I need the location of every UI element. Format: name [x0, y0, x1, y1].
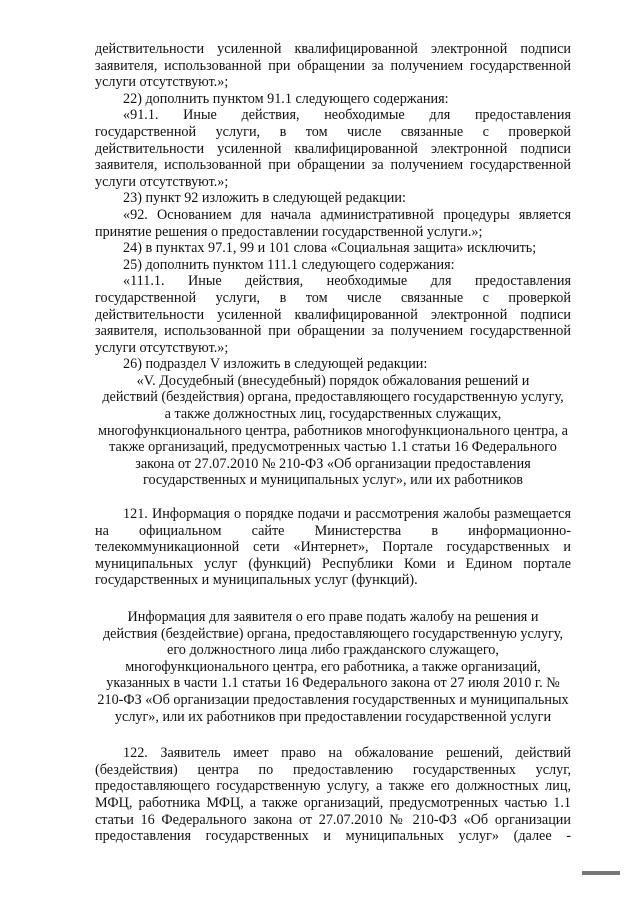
amendment-item-26: 26) подраздел V изложить в следующей редакции: — [123, 356, 428, 373]
heading-line: также организаций, предусмотренных частью 1.1 статьи 16 Федерального — [109, 439, 557, 456]
text-line: заявителя, использованной при обращении за получением государственной — [95, 157, 571, 174]
heading-line: действий (бездействия) органа, предоставляющего государственную услугу, — [102, 389, 564, 406]
subsection-heading-info — [95, 609, 571, 725]
text-line: государственной услуги, в том числе связанные с проверкой — [95, 289, 571, 306]
amendment-item-25: 25) дополнить пунктом 111.1 следующего содержания: — [123, 256, 455, 273]
heading-line: Информация для заявителя о его праве подать жалобу на решения и — [127, 609, 539, 625]
text-line: (бездействия) центра по предоставлению государственных услуг, — [95, 761, 571, 778]
text-line: услуги отсутствуют.»; — [95, 74, 229, 91]
text-line: заявителя, использованной при обращении за получением государственной — [95, 323, 571, 340]
text-line: действительности усиленной квалифицированной электронной подписи — [95, 41, 571, 57]
text-line: услуги отсутствуют.»; — [95, 173, 229, 190]
text-line: статьи 16 Федерального закона от 27.07.2010 № 210-ФЗ «Об организации — [95, 811, 571, 828]
heading-line: многофункционального центра, его работника, а также организаций, — [125, 658, 541, 675]
section-heading-v — [95, 373, 571, 489]
text-line: на официальном сайте Министерства в информационно- — [95, 522, 571, 539]
paragraph-121 — [95, 506, 571, 589]
amendment-item-22: 22) дополнить пунктом 91.1 следующего содержания: — [123, 90, 449, 107]
heading-line: «V. Досудебный (внесудебный) порядок обжалования решений и — [136, 372, 530, 389]
text-line: принятие решения о предоставлении государственной услуги.»; — [95, 223, 483, 240]
text-line: «92. Основанием для начала административной процедуры является — [123, 206, 571, 223]
text-line: «91.1. Иные действия, необходимые для предоставления — [123, 107, 571, 124]
text-line: МФЦ, работника МФЦ, а также организаций, предусмотренных частью 1.1 — [95, 794, 571, 811]
amendment-item-23: 23) пункт 92 изложить в следующей редакции: — [123, 190, 406, 207]
heading-line: услуг», или их работников при предоставлении государственной услуги — [114, 708, 552, 725]
heading-line: 210-ФЗ «Об организации предоставления государственных и муниципальных — [97, 691, 569, 708]
text-line: действительности усиленной квалифицированной электронной подписи — [95, 306, 571, 323]
text-line: 121. Информация о порядке подачи и рассмотрения жалобы размещается — [123, 506, 571, 523]
heading-line: его должностного лица либо гражданского служащего, — [167, 642, 499, 659]
text-line: услуги отсутствуют.»; — [95, 339, 229, 356]
text-line: государственной услуги, в том числе связанные с проверкой — [95, 123, 571, 140]
amendment-item-24: 24) в пунктах 97.1, 99 и 101 слова «Социальная защита» исключить; — [123, 240, 537, 257]
scan-artifact — [582, 871, 620, 875]
paragraph-122 — [95, 745, 571, 845]
heading-line: действия (бездействие) органа, предоставляющего государственную услугу, — [102, 625, 564, 642]
spacer — [95, 589, 571, 609]
heading-line: государственных и муниципальных услуг», или их работников — [143, 472, 523, 489]
text-line: телекоммуникационной сети «Интернет», Портале государственных и — [95, 539, 571, 556]
text-line: предоставляющего государственную услугу, а также его должностных лиц, — [95, 778, 571, 795]
heading-line: указанных в части 1.1 статьи 16 Федерального закона от 27 июля 2010 г. № — [106, 675, 560, 692]
text-line: 122. Заявитель имеет право на обжалование решений, действий — [123, 745, 571, 762]
heading-line: закона от 27.07.2010 № 210-ФЗ «Об организации предоставления — [135, 455, 531, 472]
text-line: предоставления государственных и муниципальных услуг» (далее - — [95, 828, 571, 845]
spacer — [95, 725, 571, 745]
heading-line: а также должностных лиц, государственных служащих, — [164, 406, 502, 423]
text-line: заявителя, использованной при обращении за получением государственной — [95, 57, 571, 74]
spacer — [95, 489, 571, 506]
text-line: «111.1. Иные действия, необходимые для предоставления — [123, 273, 571, 290]
heading-line: многофункционального центра, работников многофункционального центра, а — [98, 422, 568, 439]
text-line: действительности усиленной квалифицированной электронной подписи — [95, 140, 571, 157]
text-line: государственных и муниципальных услуг (функций). — [95, 572, 418, 589]
text-line: муниципальных услуг (функций) Республики Коми и Едином портале — [95, 555, 571, 572]
